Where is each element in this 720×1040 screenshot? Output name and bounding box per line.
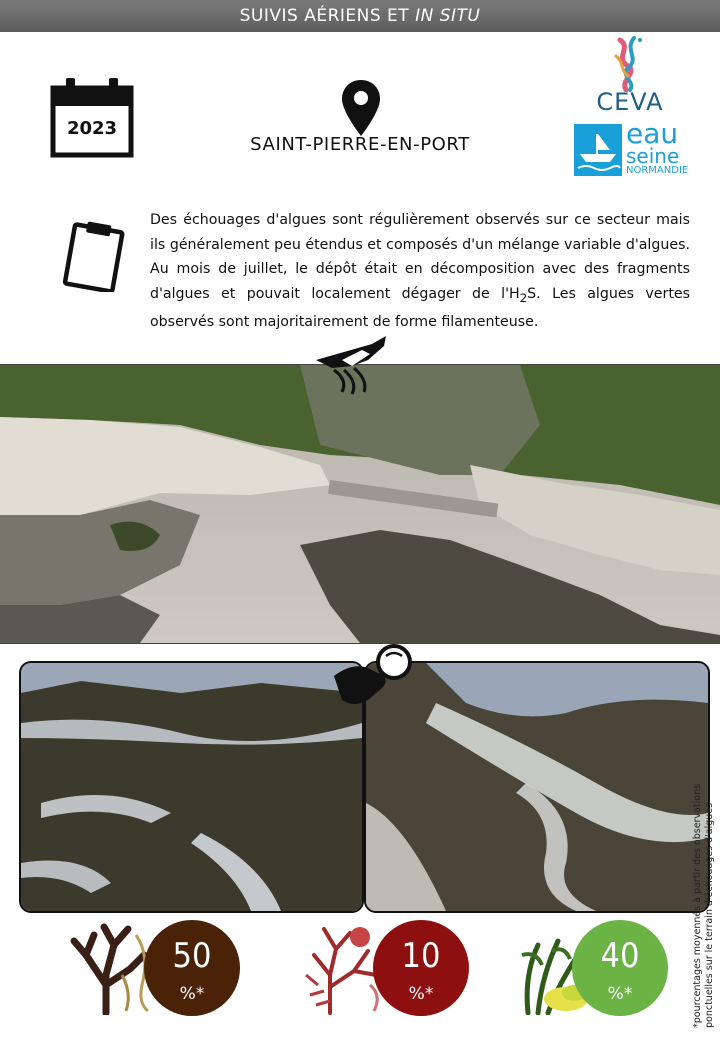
ceva-logo-icon bbox=[610, 36, 646, 92]
airplane-camera-icon bbox=[312, 330, 392, 396]
seine-text: seine bbox=[626, 144, 680, 168]
calendar-icon bbox=[50, 78, 134, 158]
year-label: 2023 bbox=[66, 118, 118, 139]
percentage-circle-green bbox=[572, 920, 668, 1016]
percentage-value-brown: 50 bbox=[172, 936, 212, 976]
header-title: SUIVIS AÉRIENS ET bbox=[239, 6, 410, 26]
location-pin-icon bbox=[342, 80, 380, 136]
header-title-italic: IN SITU bbox=[415, 6, 481, 26]
description-paragraph: Des échouages d'algues sont régulièrement observés sur ce secteur mais ils généralement peu étendus et composés d'un mélange variable d'algues. Au mois de juillet, le dépôt était en décomposition avec des fragments d'algues et pouvait localement dégager de $l'H_2S$. Les algues vertes observés sont majoritairement de forme filamenteuse. bbox=[150, 212, 690, 331]
percentage-unit-brown: %* bbox=[179, 984, 205, 1004]
header-bar bbox=[0, 0, 720, 32]
eau-text: eau bbox=[626, 117, 679, 150]
hand-magnifier-icon bbox=[332, 640, 416, 712]
aerial-photo bbox=[0, 364, 720, 644]
footnote: *pourcentages moyennés à partir des observations ponctuelles sur le terrain d'échouages d'algues bbox=[692, 783, 715, 1028]
ceva-logo-text: CEVA bbox=[596, 88, 664, 116]
percentage-value-green: 40 bbox=[600, 936, 640, 976]
location-label: SAINT-PIERRE-EN-PORT bbox=[250, 134, 470, 155]
clipboard-icon bbox=[62, 220, 126, 292]
percentage-unit-green: %* bbox=[607, 984, 633, 1004]
percentage-circle-red bbox=[373, 920, 469, 1016]
percentage-circle-brown bbox=[144, 920, 240, 1016]
percentage-unit-red: %* bbox=[408, 984, 434, 1004]
ground-photo-left bbox=[19, 661, 364, 913]
eau-seine-normandie-logo bbox=[574, 117, 689, 182]
normandie-text: NORMANDIE bbox=[626, 165, 689, 176]
percentage-value-red: 10 bbox=[401, 936, 441, 976]
boat-pictogram-icon bbox=[574, 124, 622, 176]
